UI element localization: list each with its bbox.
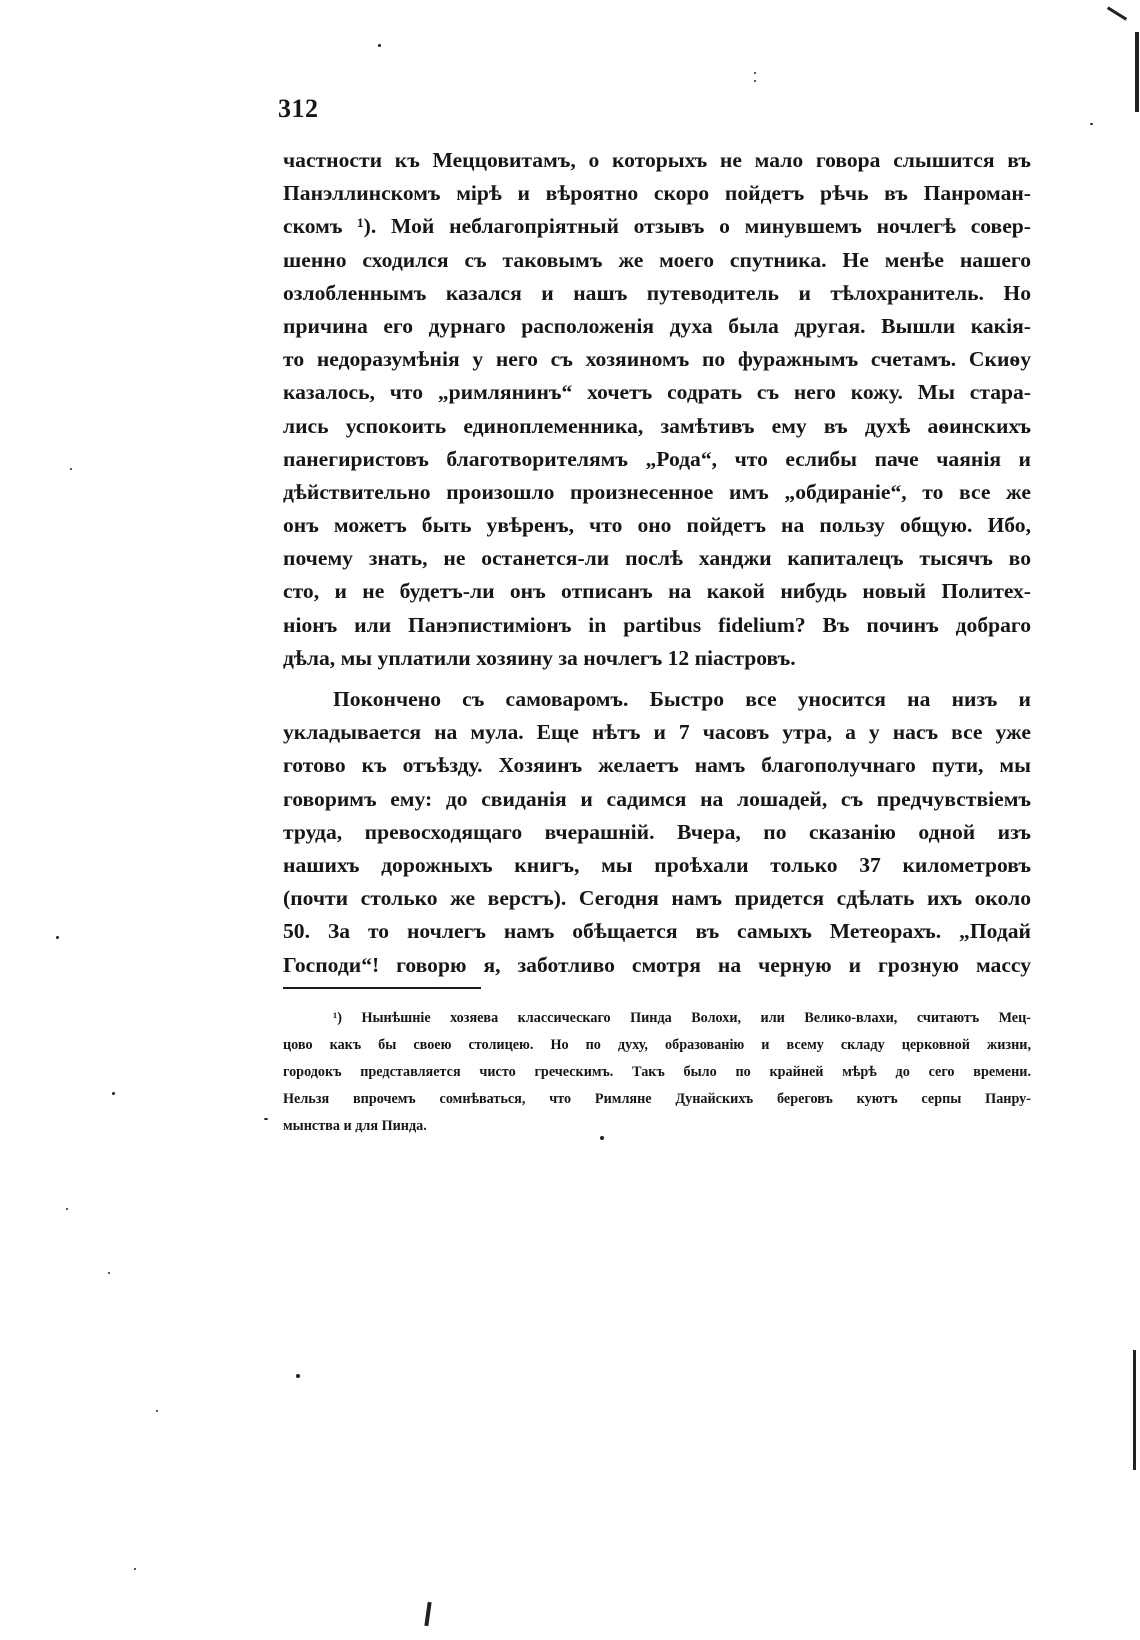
footnote <box>283 1005 1031 1140</box>
scan-speck <box>600 1136 604 1140</box>
text-line: онъ можетъ быть увѣренъ, что оно пойдетъ на пользу общую. Ибо, <box>283 513 1031 538</box>
scan-speck <box>264 1118 268 1120</box>
scan-speck <box>66 1208 68 1210</box>
footnote-line: ¹) Нынѣшніе хозяева классическаго Пинда Волохи, или Велико-влахи, считаютъ Мец- <box>333 1010 1031 1026</box>
scan-edge-mark <box>424 1602 431 1626</box>
text-line: ніонъ или Панэпистиміонъ in partibus fidelium? Въ починъ добраго <box>283 612 1031 637</box>
text-line: Господи“! говорю я, заботливо смотря на черную и грозную массу <box>283 952 1031 977</box>
footnote-divider <box>283 987 481 989</box>
text-line: Панэллинскомъ мірѣ и вѣроятно скоро пойдетъ рѣчь въ Панроман- <box>283 181 1031 206</box>
scan-speck <box>108 1272 110 1274</box>
scan-speck <box>56 936 59 939</box>
text-line: частности къ Меццовитамъ, о которыхъ не мало говора слышится въ <box>283 148 1031 172</box>
footnote-line: мынства и для Пинда. <box>283 1118 427 1134</box>
text-line: Покончено съ самоваромъ. Быстро все уносится на низъ и <box>333 687 1031 711</box>
scan-speck <box>296 1374 300 1378</box>
footnote-line: городокъ представляется чисто греческимъ. Такъ было по крайней мѣрѣ до сего времени. <box>283 1064 1031 1080</box>
scan-speck <box>112 1092 115 1095</box>
text-line: то недоразумѣнія у него съ хозяиномъ по фуражнымъ счетамъ. Скиѳу <box>283 347 1031 372</box>
scan-edge-mark <box>1107 6 1127 20</box>
text-line: готово къ отъѣзду. Хозяинъ желаетъ намъ благополучнаго пути, мы <box>283 753 1031 778</box>
text-line: причина его дурнаго расположенія духа была другая. Вышли какія- <box>283 313 1031 338</box>
text-line: сто, и не будетъ-ли онъ отписанъ на какой нибудь новый Политех- <box>283 579 1031 604</box>
text-line: озлобленнымъ казался и нашъ путеводитель и тѣлохранитель. Но <box>283 280 1031 305</box>
text-line: 50. За то ночлегъ намъ обѣщается въ самыхъ Метеорахъ. „Подай <box>283 919 1031 944</box>
scan-edge-mark <box>1133 1350 1136 1470</box>
scan-speck <box>378 44 381 47</box>
text-line: дѣла, мы уплатили хозяину за ночлегъ 12 піастровъ. <box>283 645 796 670</box>
text-line: лись успокоить единоплеменника, замѣтивъ ему въ духѣ аѳинскихъ <box>283 413 1031 438</box>
scan-speck <box>70 468 72 470</box>
paragraph-gap <box>283 675 1031 683</box>
text-line: панегиристовъ благотворителямъ „Рода“, что еслибы паче чаянія и <box>283 446 1031 471</box>
scan-speck <box>754 80 756 82</box>
text-line: дѣйствительно произошло произнесенное имъ „обдираніе“, то все же <box>283 479 1031 504</box>
scan-speck <box>134 1568 136 1570</box>
text-line: (почти столько же верстъ). Сегодня намъ придется сдѣлать ихъ около <box>283 886 1031 911</box>
text-line: скомъ ¹). Мой неблагопріятный отзывъ о минувшемъ ночлегѣ совер- <box>283 214 1031 239</box>
scan-speck <box>754 72 756 74</box>
body-text <box>283 144 1031 982</box>
text-line: укладывается на мула. Еще нѣтъ и 7 часовъ утра, а у насъ все уже <box>283 720 1031 745</box>
scan-edge-mark <box>1135 32 1139 112</box>
text-line: почему знать, не останется-ли послѣ ханджи капиталецъ тысячъ во <box>283 546 1031 571</box>
scan-speck <box>156 1410 158 1412</box>
page-number: 312 <box>278 94 319 123</box>
footnote-line: цово какъ бы своею столицею. Но по духу, образованію и всему складу церковной жизни, <box>283 1037 1031 1053</box>
text-line: нашихъ дорожныхъ книгъ, мы проѣхали только 37 километровъ <box>283 852 1031 877</box>
scan-speck <box>1090 123 1093 125</box>
text-line: говоримъ ему: до свиданія и садимся на лошадей, съ предчувствіемъ <box>283 786 1031 811</box>
text-line: труда, превосходящаго вчерашній. Вчера, по сказанію одной изъ <box>283 819 1031 844</box>
text-line: казалось, что „римлянинъ“ хочетъ содрать съ него кожу. Мы стара- <box>283 380 1031 405</box>
footnote-line: Нельзя впрочемъ сомнѣваться, что Римляне Дунайскихъ береговъ куютъ серпы Панру- <box>283 1091 1031 1107</box>
text-line: шенно сходился съ таковымъ же моего спутника. Не менѣе нашего <box>283 247 1031 272</box>
